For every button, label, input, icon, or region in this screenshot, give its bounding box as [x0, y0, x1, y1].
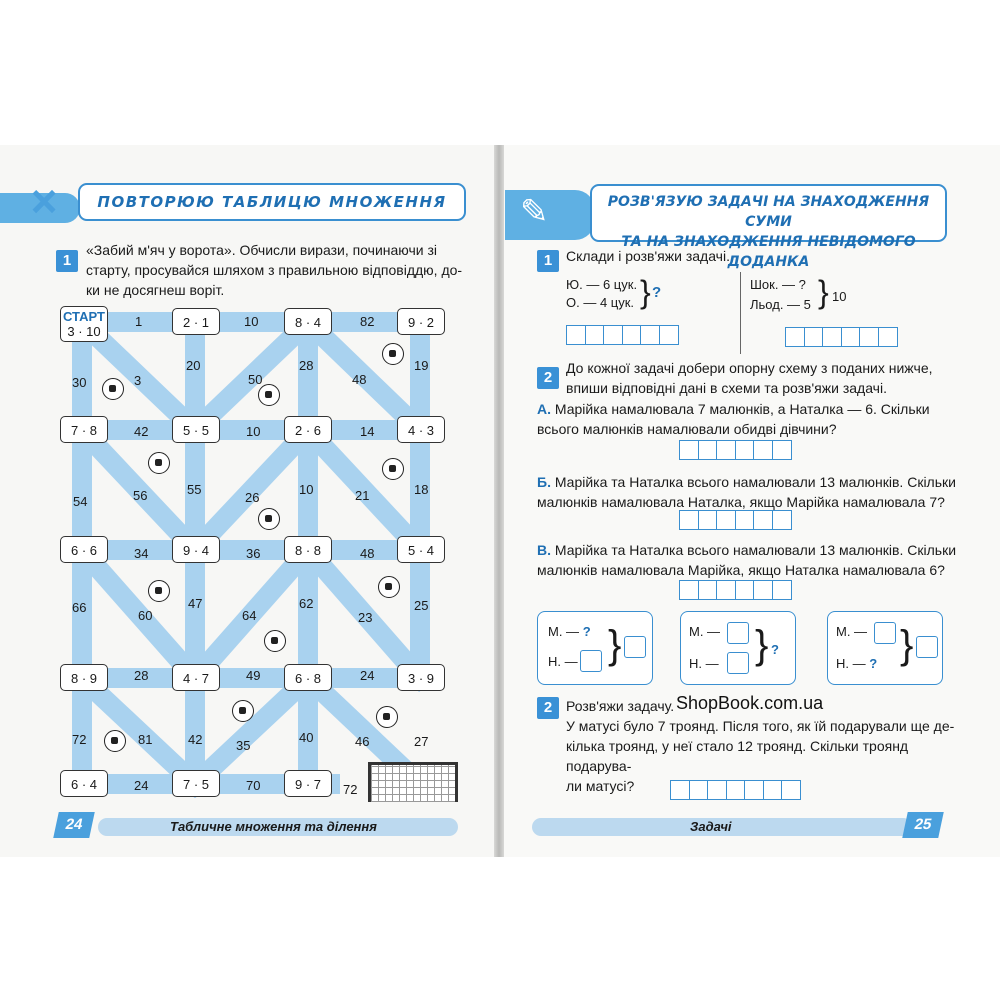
scheme-m: М. —: [689, 624, 721, 639]
input-box: [874, 622, 896, 644]
maze-number: 54: [73, 494, 88, 509]
task-text-line: старту, просувайся шляхом з правильною відповіддю, до-: [86, 262, 463, 278]
answer-cells: [679, 580, 790, 600]
maze-number: 66: [72, 600, 87, 615]
task-text: Склади і розв'яжи задачі.: [566, 248, 730, 264]
maze-number: 30: [72, 375, 87, 390]
soccer-ball-icon: [376, 706, 398, 728]
task-c-line: [537, 540, 977, 560]
task-number-badge: 2: [537, 367, 559, 389]
page-number-right: 25: [902, 812, 944, 838]
task-b-text: Марійка та Наталка всього намалювали 13 малюнків. Скільки: [554, 474, 956, 490]
task-3-line: кілька троянд, у неї стало 12 троянд. Скільки троянд подарува-: [566, 738, 909, 774]
maze-expression: 7 · 5: [172, 770, 220, 797]
footer-title-left: Табличне множення та ділення: [170, 819, 377, 834]
task-b-line: малюнків намалювала Наталка, якщо Марійка намалювала 7?: [537, 494, 945, 510]
answer-cells: [785, 327, 896, 347]
pencil-icon: ✎: [520, 193, 549, 231]
brace-icon: }: [608, 623, 622, 667]
maze-expression: 8 · 9: [60, 664, 108, 691]
answer-cells: [679, 440, 790, 460]
input-box: [727, 622, 749, 644]
maze-number: 50: [248, 372, 263, 387]
task-c-line: малюнків намалювала Марійка, якщо Наталка намалювала 6?: [537, 562, 945, 578]
page-title-line: ТА НА ЗНАХОДЖЕННЯ НЕВІДОМОГО ДОДАНКА: [621, 234, 916, 270]
task-a-line: всього малюнків намалювали обидві дівчини?: [537, 421, 837, 437]
question-mark: ?: [582, 624, 591, 639]
maze-number: 55: [187, 482, 202, 497]
maze-expression: 2 · 1: [172, 308, 220, 335]
goal-icon: [368, 762, 458, 802]
maze-expression: 4 · 3: [397, 416, 445, 443]
maze-number: 42: [134, 424, 149, 439]
soccer-ball-icon: [258, 508, 280, 530]
maze-expression: 3 · 9: [397, 664, 445, 691]
maze-number: 24: [134, 778, 149, 793]
task-text: [566, 358, 976, 398]
maze-expression: 2 · 6: [284, 416, 332, 443]
task-number-badge: 1: [56, 250, 78, 272]
input-box: [916, 636, 938, 658]
start-label: СТАРТ: [62, 309, 105, 324]
answer-cells: [670, 780, 800, 800]
maze-number: 10: [246, 424, 261, 439]
header-decoration-right: [505, 190, 595, 240]
brace-icon: }: [640, 274, 651, 310]
soccer-ball-icon: [382, 343, 404, 365]
scheme-line: Льод. — 5: [750, 297, 811, 312]
maze-number: 81: [138, 732, 153, 747]
scheme-n: Н. —: [836, 656, 866, 671]
maze-number: 28: [134, 668, 149, 683]
maze-number: 72: [343, 782, 358, 797]
question-mark: ?: [652, 284, 662, 301]
task-text-line: До кожної задачі добери опорну схему з поданих нижче,: [566, 360, 933, 376]
brace-icon: }: [818, 274, 829, 310]
maze-expression: 9 · 2: [397, 308, 445, 335]
maze-number: 26: [245, 490, 260, 505]
maze-expression: 4 · 7: [172, 664, 220, 691]
maze-number: 64: [242, 608, 257, 623]
task-a-text: Марійка намалювала 7 малюнків, а Наталка — 6. Скільки: [554, 401, 930, 417]
question-mark: ?: [771, 642, 779, 657]
task-text-line: «Забий м'яч у ворота». Обчисли вирази, починаючи зі: [86, 242, 438, 258]
maze-number: 35: [236, 738, 251, 753]
soccer-ball-icon: [104, 730, 126, 752]
maze-number: 47: [188, 596, 203, 611]
scheme-n: Н. —: [548, 654, 578, 669]
soccer-ball-icon: [258, 384, 280, 406]
brace-icon: }: [755, 623, 769, 667]
task-label: Б.: [537, 474, 551, 490]
maze-expression: 8 · 8: [284, 536, 332, 563]
maze-number: 24: [360, 668, 375, 683]
maze-number: 60: [138, 608, 153, 623]
maze-expression: 6 · 6: [60, 536, 108, 563]
scheme-m: М. —: [548, 624, 580, 639]
maze-number: 36: [246, 546, 261, 561]
task-3-line: У матусі було 7 троянд. Після того, як їй подарували ще де-: [566, 718, 955, 734]
task-a-line: [537, 399, 977, 419]
start-box: [60, 306, 108, 342]
soccer-ball-icon: [232, 700, 254, 722]
maze-number: 3: [134, 373, 142, 388]
maze-number: 28: [299, 358, 314, 373]
soccer-ball-icon: [382, 458, 404, 480]
maze-number: 14: [360, 424, 375, 439]
maze-number: 49: [246, 668, 261, 683]
maze-number: 10: [299, 482, 314, 497]
maze-number: 10: [244, 314, 259, 329]
maze-expression: 7 · 8: [60, 416, 108, 443]
maze-number: 19: [414, 358, 429, 373]
task-c-text: Марійка та Наталка всього намалювали 13 малюнків. Скільки: [554, 542, 957, 558]
maze-number: 42: [188, 732, 203, 747]
maze-number: 21: [355, 488, 370, 503]
scheme-line: О. — 4 цук.: [566, 295, 635, 310]
task-number-badge: 1: [537, 250, 559, 272]
scheme-m: М. —: [836, 624, 868, 639]
divider-line: [740, 272, 741, 354]
maze-number: 20: [186, 358, 201, 373]
answer-cells: [566, 325, 677, 345]
soccer-ball-icon: [264, 630, 286, 652]
multiply-sign-icon: ×: [30, 175, 58, 227]
soccer-ball-icon: [148, 452, 170, 474]
scheme-n: Н. —: [689, 656, 719, 671]
maze-number: 27: [414, 734, 429, 749]
task-label: А.: [537, 401, 551, 417]
page-number-left: 24: [53, 812, 95, 838]
page-title-line: РОЗВ'ЯЗУЮ ЗАДАЧІ НА ЗНАХОДЖЕННЯ СУМИ: [607, 194, 930, 230]
maze-number: 70: [246, 778, 261, 793]
maze-expression: 3 · 10: [67, 324, 101, 339]
input-box: [727, 652, 749, 674]
task-c: [537, 540, 977, 580]
maze-expression: 9 · 4: [172, 536, 220, 563]
maze-number: 25: [414, 598, 429, 613]
maze-number: 48: [352, 372, 367, 387]
maze-number: 82: [360, 314, 375, 329]
soccer-ball-icon: [148, 580, 170, 602]
task-b-line: [537, 472, 977, 492]
task-a: [537, 399, 977, 439]
page-title-left: ПОВТОРЮЮ ТАБЛИЦЮ МНОЖЕННЯ: [78, 183, 466, 221]
scheme-card-1: [537, 611, 653, 685]
footer-title-right: Задачі: [690, 819, 732, 834]
task-text-line: ки не досягнеш воріт.: [86, 282, 225, 298]
soccer-ball-icon: [378, 576, 400, 598]
maze-expression: 9 · 7: [284, 770, 332, 797]
maze-expression: 5 · 5: [172, 416, 220, 443]
task-text-line: впиши відповідні дані в схеми та розв'яжи задачі.: [566, 380, 887, 396]
task-label: В.: [537, 542, 551, 558]
maze-number: 56: [133, 488, 148, 503]
scheme-text: Шок. — ?: [750, 277, 806, 292]
scheme-line: Ю. — 6 цук.: [566, 277, 638, 292]
task-text: Розв'яжи задачу.: [566, 698, 675, 714]
maze-number: 40: [299, 730, 314, 745]
maze-number: 62: [299, 596, 314, 611]
maze-expression: 6 · 8: [284, 664, 332, 691]
maze-number: 46: [355, 734, 370, 749]
maze-number: 18: [414, 482, 429, 497]
task-b: [537, 472, 977, 512]
maze-number: 48: [360, 546, 375, 561]
scheme-line: [750, 275, 806, 295]
total-value: 10: [832, 289, 847, 304]
maze-number: 72: [72, 732, 87, 747]
question-mark: ?: [869, 656, 878, 671]
maze-expression: 8 · 4: [284, 308, 332, 335]
input-box: [580, 650, 602, 672]
maze-number: 1: [135, 314, 143, 329]
answer-cells: [679, 510, 790, 530]
maze-number: 23: [358, 610, 373, 625]
maze-expression: 6 · 4: [60, 770, 108, 797]
maze-expression: 5 · 4: [397, 536, 445, 563]
maze-number: 34: [134, 546, 149, 561]
watermark: ShopBook.com.ua: [676, 693, 824, 713]
task-3-line: ли матусі?: [566, 778, 635, 794]
scheme-card-3: [827, 611, 943, 685]
task-number-badge: 2: [537, 697, 559, 719]
scheme-card-2: [680, 611, 796, 685]
soccer-ball-icon: [102, 378, 124, 400]
input-box: [624, 636, 646, 658]
brace-icon: }: [900, 623, 914, 667]
